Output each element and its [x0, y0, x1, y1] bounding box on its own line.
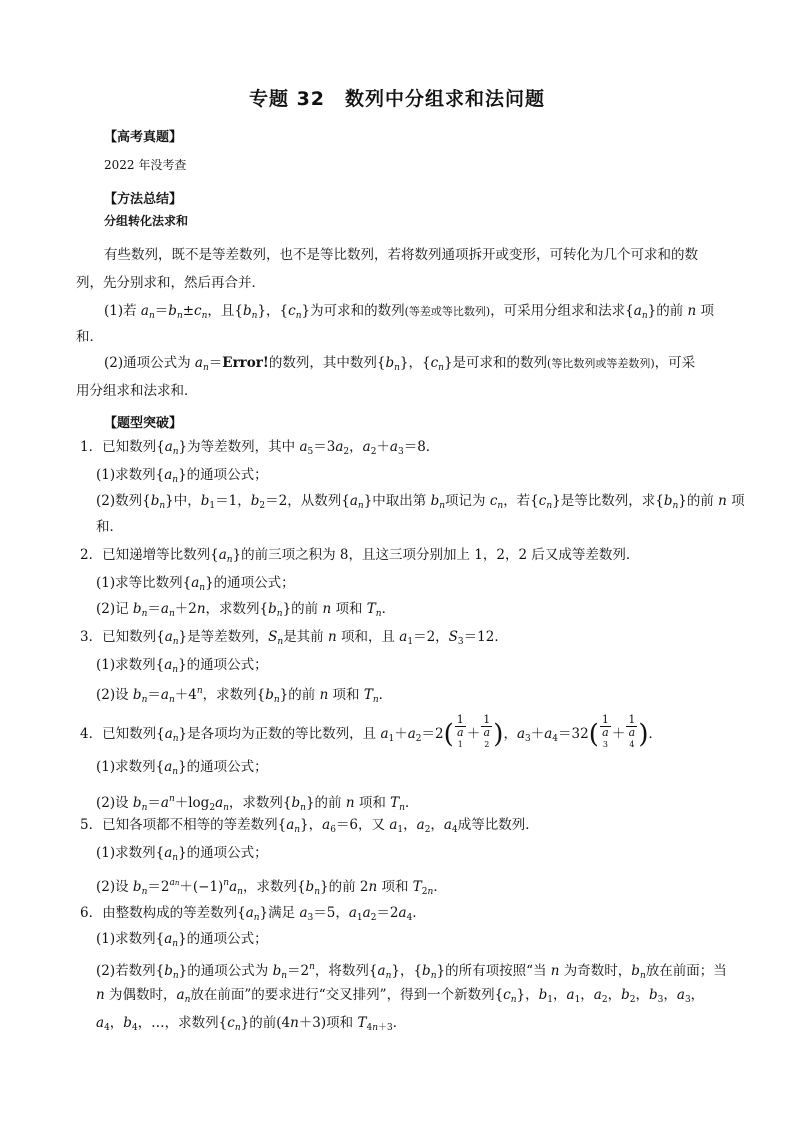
problem-4-part-1: (1)求数列$\{a_n\}$的通项公式； — [96, 759, 268, 777]
problem-6-part-2-cont-2: $a_4$，$b_4$，…，求数列$\{c_n\}$的前(4n＋3)项和 $T_{4n+3}$． — [96, 1015, 407, 1033]
problem-1-part-2: (2)数列$\{b_n\}$中，$b_1=1$，$b_2=2$，从数列$\{a_n\}$中取出第 $b_n$项记为 $c_n$，若$\{c_n\}$是等比数列，求$\{b_n\}$的前 n 项 — [96, 493, 745, 511]
problem-2-part-2: (2)记 $b_n=a_n+2n$，求数列$\{b_n\}$的前 n 项和 $T_n$． — [96, 601, 396, 619]
problem-6-part-2-cont-1: n 为偶数时，$a_n$放在前面”的要求进行“交叉排列”，得到一个新数列$\{c_n\}$，$b_1$，$a_1$，$a_2$，$b_2$，$b_3$，$a_3$， — [96, 987, 705, 1005]
page-title: 专题 32 数列中分组求和法问题 — [248, 88, 546, 110]
problem-2-stem: 2．已知递增等比数列$\{a_n\}$的前三项之积为 8，且这三项分别加上 1，2，2 后又成等差数列． — [80, 547, 640, 565]
method-paragraph-1-line-1: 有些数列，既不是等差数列，也不是等比数列，若将数列通项拆开或变形，可转化为几个可求和的数 — [104, 247, 698, 263]
exam-note: 2022 年没考查 — [104, 158, 187, 172]
problem-3-part-1: (1)求数列$\{a_n\}$的通项公式； — [96, 657, 268, 675]
problem-3-stem: 3．已知数列$\{a_n\}$是等差数列，$S_n$是其前 n 项和，且 $a_1=2$，$S_3=12$． — [80, 629, 508, 647]
problem-1-stem: 1．已知数列$\{a_n\}$为等差数列，其中 $a_5=3a_2$，$a_2+a_3=8$． — [80, 439, 440, 457]
section-exam-heading: 【高考真题】 — [104, 130, 183, 145]
method-name: 分组转化法求和 — [104, 214, 189, 228]
problem-2-part-1: (1)求等比数列$\{a_n\}$的通项公式； — [96, 575, 295, 593]
problem-4-stem: 4．已知数列$\{a_n\}$是各项均为正数的等比数列，且 $a_1+a_2=2$( 1 a $^1$ ＋ 1 a $^2$ )，$a_3+a_4=32$( 1 a $^3$ ＋ 1 a $^4$ )． — [80, 713, 663, 750]
problem-3-part-2: (2)设 $b_n=a_n+4^n$，求数列$\{b_n\}$的前 n 项和 $T_n$． — [96, 686, 393, 705]
problem-6-stem: 6．由整数构成的等差数列$\{a_n\}$满足 $a_3=5$，$a_1a_2=2a_4$． — [80, 905, 426, 923]
problem-1-part-2-cont: 和． — [96, 519, 123, 535]
problem-5-stem: 5．已知各项都不相等的等差数列$\{a_n\}$，$a_6=6$，又 $a_1$，$a_2$，$a_4$成等比数列． — [80, 817, 539, 835]
method-paragraph-1-line-2: 列，先分别求和，然后再合并． — [76, 275, 265, 291]
method-paragraph-3-line-1: (2)通项公式为 $a_n=Error$!的数列，其中数列$\{b_n\}$，$\{c_n\}$是可求和的数列(等比数列或等差数列)，可采 — [104, 355, 696, 373]
method-paragraph-2-line-1: (1)若 $a_n=b_n\pm c_n$，且$\{b_n\}$，$\{c_n\}$为可求和的数列(等差或等比数列)，可采用分组求和法求$\{a_n\}$的前 n 项 — [104, 303, 715, 321]
problem-5-part-1: (1)求数列$\{a_n\}$的通项公式； — [96, 845, 268, 863]
problem-4-part-2: (2)设 $b_n=a^n+\log_2a_n$，求数列$\{b_n\}$的前 n 项和 $T_n$． — [96, 794, 419, 813]
problem-6-part-1: (1)求数列$\{a_n\}$的通项公式； — [96, 931, 268, 949]
method-paragraph-3-line-2: 用分组求和法求和． — [76, 383, 198, 399]
method-paragraph-2-line-2: 和． — [76, 329, 103, 345]
problem-5-part-2: (2)设 $b_n=2^{an}+(-1)^na_n$，求数列$\{b_n\}$的前 2n 项和 $T_{2n}$． — [96, 878, 447, 897]
problem-6-part-2: (2)若数列$\{b_n\}$的通项公式为 $b_n=2^n$，将数列$\{a_n\}$，$\{b_n\}$的所有项按照“当 n 为奇数时，$b_n$放在前面；当 — [96, 962, 727, 981]
problem-1-part-1: (1)求数列$\{a_n\}$的通项公式； — [96, 467, 268, 485]
section-types-heading: 【题型突破】 — [104, 416, 183, 431]
section-method-heading: 【方法总结】 — [104, 192, 183, 207]
